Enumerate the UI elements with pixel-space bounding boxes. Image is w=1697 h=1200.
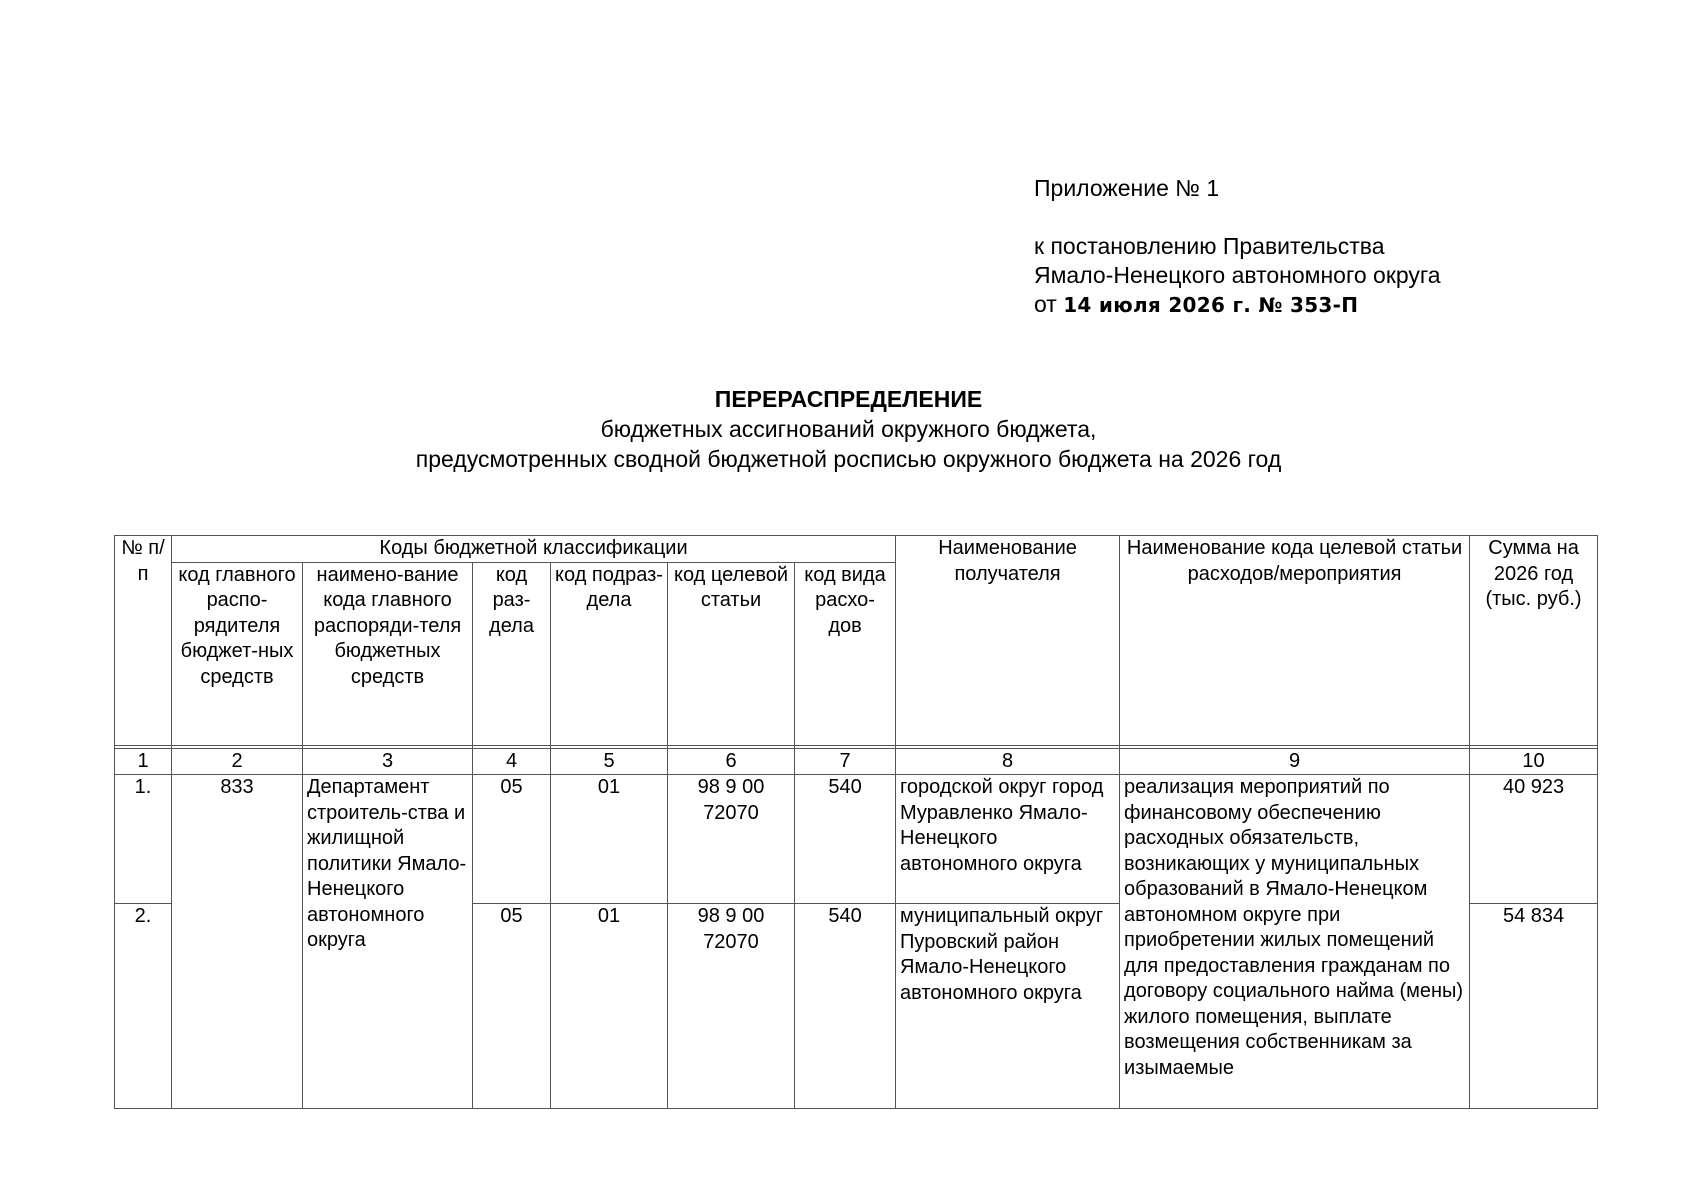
header-section: код раз-дела: [473, 562, 551, 745]
amount: 54 834: [1470, 904, 1598, 1109]
heading-line-3: предусмотренных сводной бюджетной росписью окружного бюджета на 2026 год: [415, 446, 1282, 472]
heading-main: ПЕРЕРАСПРЕДЕЛЕНИЕ: [714, 386, 983, 412]
appendix-date-line: [1034, 290, 1441, 320]
row-num: 1.: [115, 775, 172, 904]
grbs-code: 833: [172, 775, 303, 1109]
document-heading: [0, 384, 1697, 474]
grbs-name: Департамент строитель-ства и жилищной политики Ямало-Ненецкого автономного округа: [303, 775, 473, 1109]
heading-line-2: бюджетных ассигнований окружного бюджета,: [600, 416, 1097, 442]
expense-type-code: 540: [795, 904, 896, 1109]
decree-date-number: 14 июля 2026 г. № 353-П: [1063, 293, 1359, 317]
appendix-title: Приложение № 1: [1034, 175, 1220, 201]
target-code: 98 9 00 72070: [668, 904, 795, 1109]
table-row: [115, 775, 1598, 904]
appendix-block: [1034, 174, 1441, 320]
header-amount: Сумма на 2026 год (тыс. руб.): [1470, 536, 1598, 746]
column-number: 3: [303, 748, 473, 775]
column-number: 2: [172, 748, 303, 775]
header-target-name: Наименование кода целевой статьи расходов/мероприятия: [1120, 536, 1470, 746]
target-name-text: реализация мероприятий по финансовому обеспечению расходных обязательств, возникающих у муниципальных образований в Ямало-Ненецком автономном округе при приобретении жилых помещений для предоставления гражданам по договору социального найма (мены) жилого помещения, выплате возмещения собственникам за изымаемые: [1124, 776, 1464, 1079]
row-num: 2.: [115, 904, 172, 1109]
column-number: 10: [1470, 748, 1598, 775]
appendix-line-2: Ямало-Ненецкого автономного округа: [1034, 262, 1441, 288]
column-number: 8: [896, 748, 1120, 775]
column-number: 9: [1120, 748, 1470, 775]
section-code: 05: [473, 904, 551, 1109]
appendix-line-1: к постановлению Правительства: [1034, 233, 1385, 259]
header-target-code: код целевой статьи: [668, 562, 795, 745]
expense-type-code: 540: [795, 775, 896, 904]
column-number: 4: [473, 748, 551, 775]
redistribution-table: [114, 535, 1598, 1109]
recipient-name: муниципальный округ Пуровский район Ямало-Ненецкого автономного округа: [896, 904, 1120, 1109]
header-grbs-name: наимено-вание кода главного распоряди-теля бюджетных средств: [303, 562, 473, 745]
header-grbs-code: код главного распо-рядителя бюджет-ных средств: [172, 562, 303, 745]
header-subsection: код подраз-дела: [551, 562, 668, 745]
column-number: 5: [551, 748, 668, 775]
column-number: 1: [115, 748, 172, 775]
recipient-name: городской округ город Муравленко Ямало-Ненецкого автономного округа: [896, 775, 1120, 904]
amount: 40 923: [1470, 775, 1598, 904]
header-num: № п/п: [115, 536, 172, 746]
target-name: [1120, 775, 1470, 1109]
subsection-code: 01: [551, 904, 668, 1109]
header-expense-type: код вида расхо-дов: [795, 562, 896, 745]
header-recipient: Наименование получателя: [896, 536, 1120, 746]
column-number: 6: [668, 748, 795, 775]
column-numbers-row: [115, 748, 1598, 775]
header-codes-group: Коды бюджетной классификации: [172, 536, 896, 563]
target-code: 98 9 00 72070: [668, 775, 795, 904]
subsection-code: 01: [551, 775, 668, 904]
column-number: 7: [795, 748, 896, 775]
section-code: 05: [473, 775, 551, 904]
appendix-from: от: [1034, 291, 1057, 317]
